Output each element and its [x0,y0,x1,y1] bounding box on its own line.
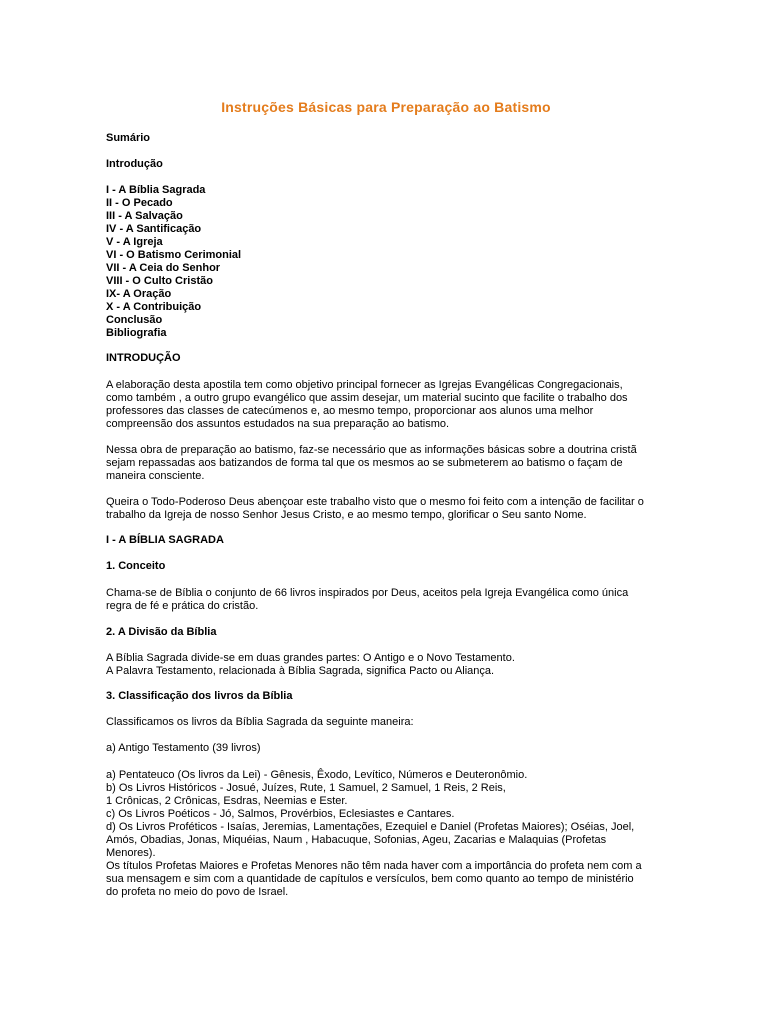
intro-paragraph-3 [106,496,666,522]
paragraph-line: trabalho da Igreja de nosso Senhor Jesus Cristo, e ao mesmo tempo, glorificar o Seu santo Nome. [106,509,587,521]
subsection-heading: 1. Conceito [106,560,166,572]
list-item: b) Os Livros Históricos - Josué, Juízes, Rute, 1 Samuel, 2 Samuel, 1 Reis, 2 Reis, [106,782,506,794]
toc-item: III - A Salvação [106,210,183,222]
toc-item: II - O Pecado [106,197,173,209]
toc-item: I - A Bíblia Sagrada [106,184,206,196]
list-item: c) Os Livros Poéticos - Jó, Salmos, Provérbios, Eclesiastes e Cantares. [106,808,455,820]
intro-paragraph-1 [106,379,666,431]
book-classification-list [106,769,666,899]
toc-item: Conclusão [106,314,163,326]
list-item: Menores). [106,847,156,859]
toc-item: X - A Contribuição [106,301,202,313]
old-testament-label: a) Antigo Testamento (39 livros) [106,742,261,754]
subsection-heading: 2. A Divisão da Bíblia [106,626,217,638]
document-title: Instruções Básicas para Preparação ao Batismo [221,99,551,115]
intro-label: Introdução [106,158,163,170]
paragraph-line: A elaboração desta apostila tem como objetivo principal fornecer as Igrejas Evangélicas Congregacionais, [106,379,623,391]
toc-item: Bibliografia [106,327,167,339]
subsection-heading: 3. Classificação dos livros da Bíblia [106,690,293,702]
list-item: do profeta no meio do povo de Israel. [106,886,289,898]
intro-paragraph-2 [106,444,666,483]
intro-heading: INTRODUÇÃO [106,352,181,364]
list-item: a) Pentateuco (Os livros da Lei) - Gênesis, Êxodo, Levítico, Números e Deuteronômio. [106,769,528,781]
list-item: Amós, Obadias, Jonas, Miquéias, Naum , Habacuque, Sofonias, Ageu, Zacarias e Malaquias (Profetas [106,834,607,846]
paragraph-line: maneira consciente. [106,470,205,482]
list-item: Os títulos Profetas Maiores e Profetas Menores não têm nada haver com a importância do profeta nem com a [106,860,642,872]
toc-item: VI - O Batismo Cerimonial [106,249,242,261]
paragraph-line: regra de fé e prática do cristão. [106,600,259,612]
paragraph-line: como também , a outro grupo evangélico que assim desejar, um material sucinto que facilite o trabalho dos [106,392,628,404]
toc-item: VII - A Ceia do Senhor [106,262,221,274]
list-item: 1 Crônicas, 2 Crônicas, Esdras, Neemias e Ester. [106,795,348,807]
section-heading: I - A BÍBLIA SAGRADA [106,534,224,546]
paragraph-line: Queira o Todo-Poderoso Deus abençoar este trabalho visto que o mesmo foi feito com a intenção de facilitar o [106,496,644,508]
toc-item: IX- A Oração [106,288,172,300]
concept-paragraph [106,587,666,613]
toc-item: VIII - O Culto Cristão [106,275,213,287]
paragraph-line: professores das classes de catecúmenos e, ao mesmo tempo, proporcionar aos alunos uma melhor [106,405,594,417]
division-paragraph [106,652,666,678]
list-item: sua mensagem e sim com a quantidade de capítulos e versículos, bem como quanto ao tempo de ministério [106,873,634,885]
paragraph-line: Nessa obra de preparação ao batismo, faz-se necessário que as informações básicas sobre a doutrina cristã [106,444,637,456]
list-item: d) Os Livros Proféticos - Isaías, Jeremias, Lamentações, Ezequiel e Daniel (Profetas Maiores); Oséias, Joel, [106,821,635,833]
summary-label: Sumário [106,132,151,144]
paragraph-line: Chama-se de Bíblia o conjunto de 66 livros inspirados por Deus, aceitos pela Igreja Evangélica como única [106,587,629,599]
classification-intro: Classificamos os livros da Bíblia Sagrada da seguinte maneira: [106,716,414,728]
toc-item: IV - A Santificação [106,223,202,235]
paragraph-line: A Palavra Testamento, relacionada à Bíblia Sagrada, significa Pacto ou Aliança. [106,665,495,677]
paragraph-line: sejam repassadas aos batizandos de forma tal que os mesmos ao se submeterem ao batismo o façam de [106,457,623,469]
paragraph-line: compreensão dos assuntos estudados na sua preparação ao batismo. [106,418,450,430]
table-of-contents [106,184,666,340]
paragraph-line: A Bíblia Sagrada divide-se em duas grandes partes: O Antigo e o Novo Testamento. [106,652,515,664]
toc-item: V - A Igreja [106,236,163,248]
